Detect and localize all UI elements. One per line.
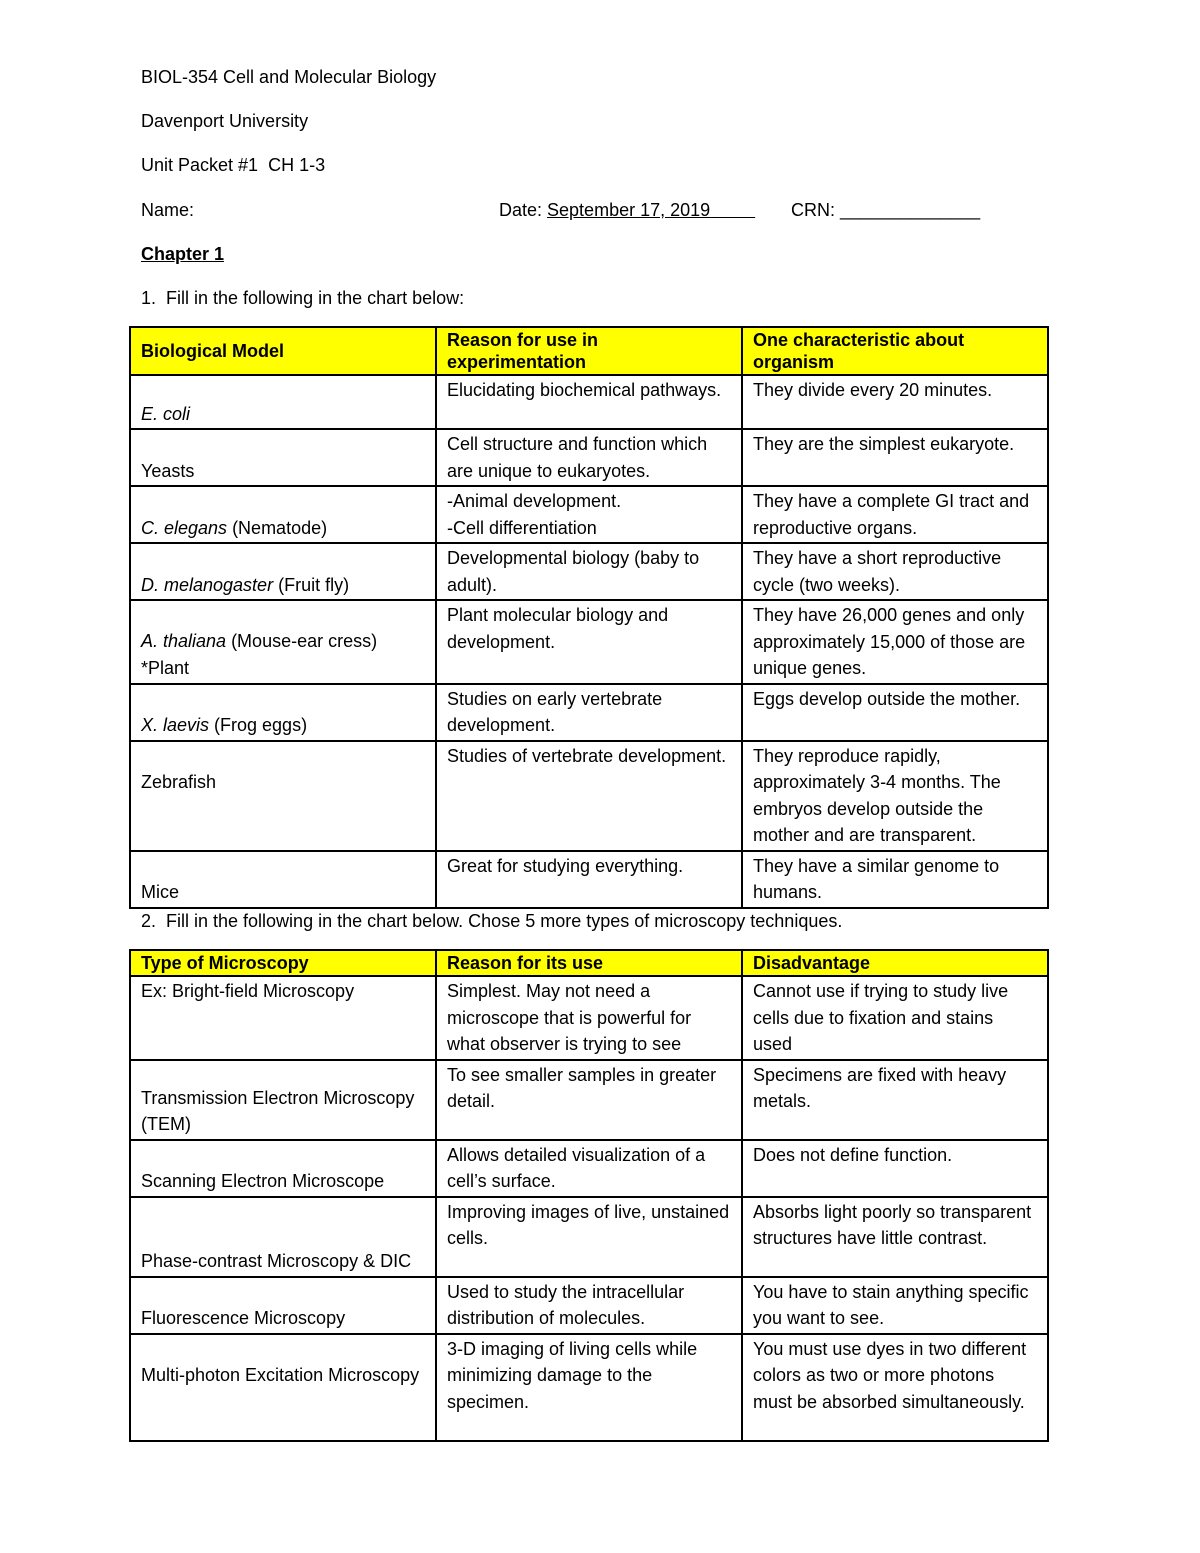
date-value: September 17, 2019 [547, 200, 711, 220]
disadvantage-cell: Cannot use if trying to study live cells due to fixation and stains used [742, 976, 1048, 1060]
model-common-name: (Frog eggs) [209, 715, 308, 735]
table-row [130, 1334, 1048, 1441]
model-species: D. melanogaster [141, 574, 274, 595]
model-common-name: (Mouse-ear cress) [226, 631, 378, 651]
disadvantage-cell: Absorbs light poorly so transparent structures have little contrast. [742, 1197, 1048, 1277]
university-name: Davenport University [141, 111, 309, 131]
table-row [130, 741, 1048, 851]
table-row [130, 375, 1048, 429]
table-row [130, 1140, 1048, 1197]
table-row [130, 1060, 1048, 1140]
reason-cell: Elucidating biochemical pathways. [436, 375, 742, 429]
table-row [130, 976, 1048, 1060]
disadvantage-cell: Specimens are fixed with heavy metals. [742, 1060, 1048, 1140]
table-row [130, 684, 1048, 741]
reason-cell: Studies on early vertebrate development. [436, 684, 742, 741]
model-common-name: Yeasts [141, 460, 195, 481]
microscopy-type-cell: Ex: Bright-field Microscopy [130, 976, 436, 1060]
characteristic-cell: They are the simplest eukaryote. [742, 429, 1048, 486]
characteristic-cell: They have a complete GI tract and reproductive organs. [742, 486, 1048, 543]
header-type-of-microscopy: Type of Microscopy [130, 950, 436, 976]
header-biological-model: Biological Model [130, 327, 436, 375]
reason-cell: 3-D imaging of living cells while minimizing damage to the specimen. [436, 1334, 742, 1441]
model-cell [130, 543, 436, 600]
characteristic-cell: They divide every 20 minutes. [742, 375, 1048, 429]
question-1-prompt: 1. Fill in the following in the chart below: [141, 288, 465, 308]
header-reason-for-its-use: Reason for its use [436, 950, 742, 976]
microscopy-type-cell: Transmission Electron Microscopy (TEM) [130, 1060, 436, 1140]
model-common-name: (Nematode) [227, 517, 328, 538]
table-row [130, 543, 1048, 600]
reason-cell: Studies of vertebrate development. [436, 741, 742, 851]
model-cell [130, 741, 436, 851]
reason-cell: Improving images of live, unstained cells. [436, 1197, 742, 1277]
microscopy-type-cell: Multi-photon Excitation Microscopy [130, 1334, 436, 1441]
unit-title: Unit Packet #1 CH 1-3 [141, 155, 326, 175]
table-row [130, 1197, 1048, 1277]
characteristic-cell: Eggs develop outside the mother. [742, 684, 1048, 741]
microscopy-type-cell: Fluorescence Microscopy [130, 1277, 436, 1334]
reason-cell: Great for studying everything. [436, 851, 742, 908]
course-title: BIOL-354 Cell and Molecular Biology [141, 67, 437, 87]
table-row [130, 600, 1048, 684]
disadvantage-cell: You must use dyes in two different colors as two or more photons must be absorbed simultaneously. [742, 1334, 1048, 1441]
model-species: X. laevis [141, 715, 210, 735]
model-species: C. elegans [141, 517, 228, 538]
table-row [130, 851, 1048, 908]
characteristic-cell: They have a similar genome to humans. [742, 851, 1048, 908]
header-characteristic: One characteristic about organism [742, 327, 1048, 375]
microscopy-type-cell: Scanning Electron Microscope [130, 1140, 436, 1197]
table-header-row [130, 950, 1048, 976]
microscopy-table [129, 949, 1049, 1442]
model-cell [130, 486, 436, 543]
model-cell [130, 375, 436, 429]
table-header-row [130, 327, 1048, 375]
model-cell [130, 600, 436, 684]
name-label: Name: [141, 200, 195, 220]
crn-label: CRN: [791, 200, 840, 220]
biological-models-table [129, 326, 1049, 909]
model-cell [130, 684, 436, 741]
header-disadvantage: Disadvantage [742, 950, 1048, 976]
table-row [130, 1277, 1048, 1334]
crn-blank: ______________ [840, 200, 981, 220]
date-field [499, 199, 755, 221]
model-common-name: Zebrafish [141, 771, 217, 792]
reason-cell: Allows detailed visualization of a cell’s surface. [436, 1140, 742, 1197]
table-row [130, 429, 1048, 486]
question-2-prompt: 2. Fill in the following in the chart below. Chose 5 more types of microscopy techniques. [141, 911, 843, 931]
disadvantage-cell: You have to stain anything specific you want to see. [742, 1277, 1048, 1334]
characteristic-cell: They have a short reproductive cycle (two weeks). [742, 543, 1048, 600]
reason-cell: Cell structure and function which are unique to eukaryotes. [436, 429, 742, 486]
model-species: A. thaliana [141, 631, 227, 651]
header-reason-for-use: Reason for use in experimentation [436, 327, 742, 375]
model-common-name: Mice [141, 882, 180, 902]
microscopy-type-cell: Phase-contrast Microscopy & DIC [130, 1197, 436, 1277]
characteristic-cell: They reproduce rapidly, approximately 3-4 months. The embryos develop outside the mother and are transparent. [742, 741, 1048, 851]
chapter-heading: Chapter 1 [141, 244, 225, 264]
crn-field [791, 199, 980, 221]
reason-cell: To see smaller samples in greater detail. [436, 1060, 742, 1140]
date-label: Date: [499, 200, 548, 220]
reason-cell: Plant molecular biology and development. [436, 600, 742, 684]
model-common-name: (Fruit fly) [273, 574, 350, 595]
model-note: *Plant [141, 657, 190, 678]
reason-cell: Simplest. May not need a microscope that is powerful for what observer is trying to see [436, 976, 742, 1060]
reason-cell: Developmental biology (baby to adult). [436, 543, 742, 600]
model-species: E. coli [141, 403, 191, 424]
characteristic-cell: They have 26,000 genes and only approximately 15,000 of those are unique genes. [742, 600, 1048, 684]
table-row [130, 486, 1048, 543]
reason-cell: -Animal development. -Cell differentiation [436, 486, 742, 543]
model-cell [130, 851, 436, 908]
reason-cell: Used to study the intracellular distribution of molecules. [436, 1277, 742, 1334]
disadvantage-cell: Does not define function. [742, 1140, 1048, 1197]
model-cell [130, 429, 436, 486]
